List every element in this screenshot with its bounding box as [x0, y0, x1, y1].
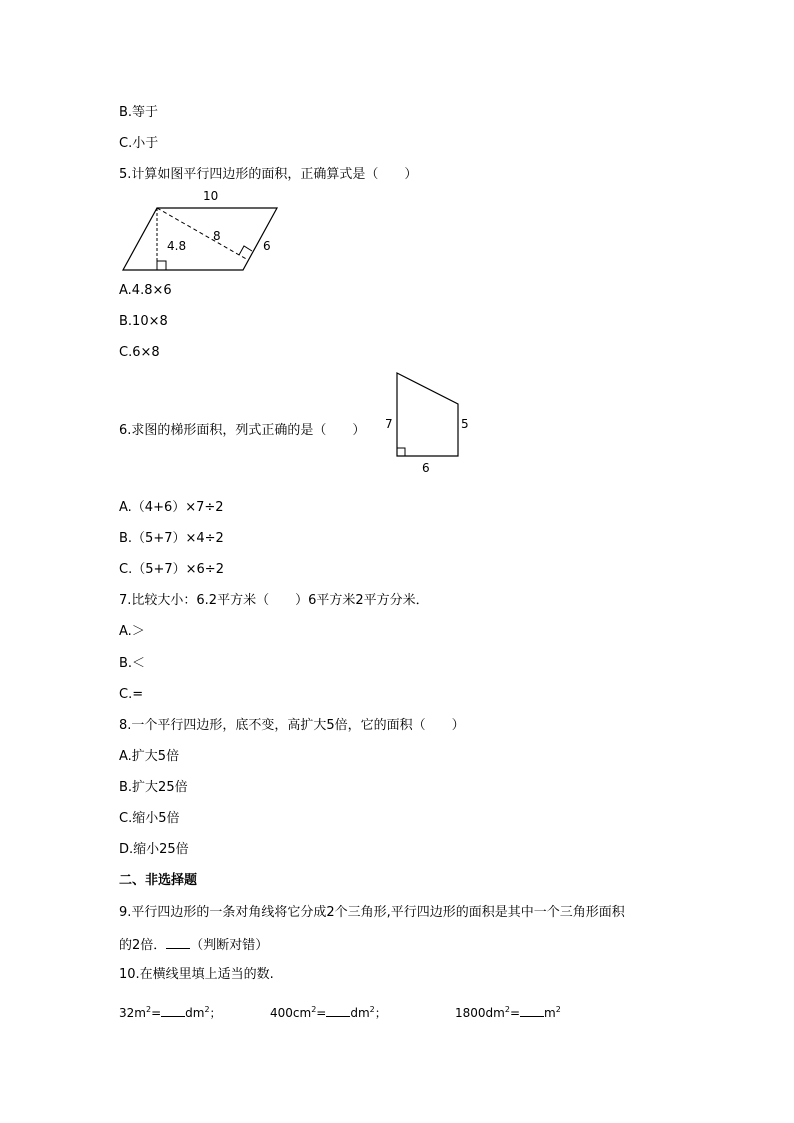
q7-option-c: C.= — [119, 687, 144, 702]
q9-answer-blank[interactable] — [166, 936, 190, 949]
q5-option-b: B.10×8 — [119, 314, 168, 329]
q7-question: 7.比较大小：6.2平方米（ ）6平方米2平方分米． — [119, 593, 429, 608]
label-height: 4.8 — [167, 239, 187, 253]
label-right: 5 — [461, 417, 469, 431]
q7-option-a: A.＞ — [119, 624, 145, 639]
q4-option-c: C.小于 — [119, 136, 159, 151]
q8-question: 8.一个平行四边形，底不变，高扩大5倍，它的面积（ ） — [119, 718, 465, 733]
q6-option-c: C.（5+7）×6÷2 — [119, 562, 224, 577]
conversion-item-2: $400cm^2= dm^2$； — [270, 1005, 387, 1020]
q9-line2-suffix: （判断对错） — [190, 938, 269, 953]
label-bottom: 6 — [422, 461, 430, 475]
q6-question: 6.求图的梯形面积，列式正确的是（ ） — [119, 423, 366, 438]
trapezoid-figure — [380, 368, 480, 478]
parallelogram-figure — [115, 186, 290, 276]
q7-option-b: B.＜ — [119, 656, 146, 671]
q9-line2 — [119, 936, 268, 954]
label-side: 6 — [263, 239, 271, 253]
q9-line2-prefix: 的2倍． — [119, 938, 167, 953]
q5-option-c: C.6×8 — [119, 345, 160, 360]
q6-option-a: A.（4+6）×7÷2 — [119, 500, 224, 515]
right-angle-mark — [397, 448, 405, 456]
q8-option-d: D.缩小25倍 — [119, 842, 189, 857]
label-diagonal: 8 — [213, 229, 221, 243]
conversion-blank-2[interactable] — [326, 1004, 350, 1017]
q5-question: 5.计算如图平行四边形的面积，正确算式是（ ） — [119, 167, 418, 182]
conversion-blank-1[interactable] — [161, 1004, 185, 1017]
q6-option-b: B.（5+7）×4÷2 — [119, 531, 224, 546]
q4-option-b: B.等于 — [119, 105, 159, 120]
conversion-blank-3[interactable] — [520, 1004, 544, 1017]
parallelogram-outline — [123, 208, 277, 270]
label-top: 10 — [203, 189, 219, 203]
q8-option-b: B.扩大25倍 — [119, 780, 188, 795]
q8-option-c: C.缩小5倍 — [119, 811, 180, 826]
q8-option-a: A.扩大5倍 — [119, 749, 180, 764]
right-angle-mark-side — [239, 246, 252, 255]
section-title: 二、非选择题 — [119, 873, 198, 888]
conversion-item-1: $32m^2= dm^2$； — [119, 1005, 222, 1020]
conversion-item-3: $1800dm^2= m^2$ — [455, 1005, 561, 1020]
trapezoid-outline — [397, 373, 458, 456]
q9-line1: 9.平行四边形的一条对角线将它分成2个三角形,平行四边形的面积是其中一个三角形面积 — [119, 905, 625, 920]
right-angle-mark — [157, 261, 166, 270]
label-left: 7 — [385, 417, 393, 431]
q10-question: 10.在横线里填上适当的数. — [119, 967, 274, 982]
q5-option-a: A.4.8×6 — [119, 283, 172, 298]
